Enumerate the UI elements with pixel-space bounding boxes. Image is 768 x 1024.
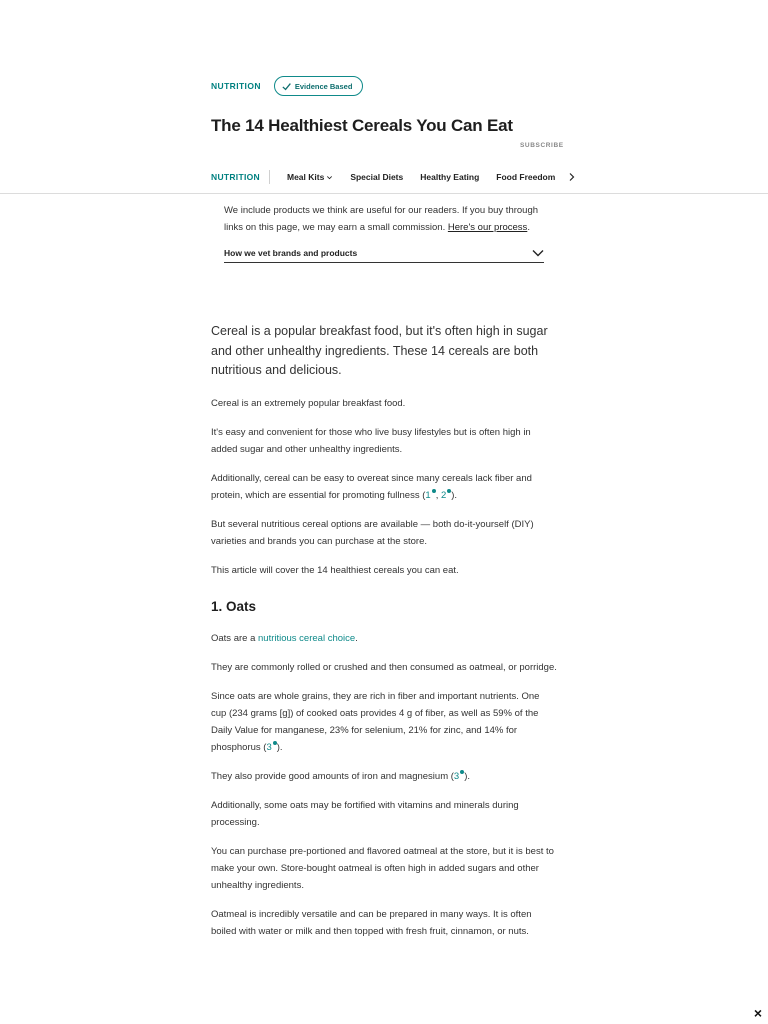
- paragraph-end: ).: [451, 489, 458, 501]
- disclosure-text: [224, 202, 544, 236]
- nav-item-special-diets[interactable]: Special Diets: [350, 172, 404, 182]
- nav-item-meal-kits[interactable]: [287, 172, 333, 182]
- nutritious-cereal-link[interactable]: nutritious cereal choice: [258, 632, 356, 644]
- article-body: [211, 322, 557, 952]
- citation-link[interactable]: [441, 490, 451, 501]
- paragraph-end: ).: [276, 741, 283, 753]
- our-process-link[interactable]: Here's our process: [447, 222, 528, 233]
- paragraph: Oatmeal is incredibly versatile and can be prepared in many ways. It is often boiled with water or milk and then topped with fresh fruit, cinnamon, or nuts.: [211, 908, 532, 937]
- vet-brands-accordion[interactable]: [224, 248, 544, 263]
- subscribe-link[interactable]: SUBSCRIBE: [520, 142, 564, 149]
- paragraph: They are commonly rolled or crushed and then consumed as oatmeal, or porridge.: [211, 661, 557, 673]
- disclosure-period: .: [527, 222, 530, 233]
- citation-separator: ,: [435, 489, 441, 501]
- paragraph: [211, 630, 557, 647]
- citation-link[interactable]: [425, 490, 435, 501]
- citation-number: 1: [425, 489, 431, 501]
- paragraph: Cereal is an extremely popular breakfast food.: [211, 397, 406, 409]
- evidence-based-label: Evidence Based: [294, 81, 353, 91]
- vet-brands-label: How we vet brands and products: [224, 248, 358, 258]
- affiliate-disclosure: [224, 202, 544, 263]
- paragraph-end: ).: [464, 770, 471, 782]
- disclosure-body: We include products we think are useful for our readers. If you buy through links on this page, we may earn a small commission.: [224, 205, 539, 233]
- check-icon: [281, 81, 292, 92]
- citation-number: 2: [440, 489, 447, 501]
- citation-link[interactable]: [266, 742, 276, 753]
- evidence-based-badge[interactable]: [274, 76, 364, 96]
- article-header: [0, 0, 768, 150]
- citation-link[interactable]: [454, 771, 464, 782]
- paragraph-text: Oats are a: [211, 632, 258, 644]
- paragraph-text: Additionally, cereal can be easy to overeat since many cereals lack fiber and protein, which are essential for promoting fullness (: [211, 472, 532, 501]
- category-link[interactable]: NUTRITION: [211, 81, 261, 91]
- chevron-right-icon[interactable]: [567, 172, 577, 182]
- citation-number: 3: [266, 741, 272, 753]
- paragraph: [211, 688, 557, 756]
- nav-item-food-freedom[interactable]: Food Freedom: [496, 172, 556, 182]
- nav-item-label: Meal Kits: [286, 172, 325, 182]
- paragraph: [211, 470, 557, 504]
- section-heading-oats: 1. Oats: [211, 598, 257, 614]
- category-row: [211, 76, 363, 96]
- chevron-down-icon: [326, 174, 333, 181]
- article-intro: Cereal is a popular breakfast food, but it's often high in sugar and other unhealthy ingredients. These 14 cereals are both nutritious and delicious.: [211, 324, 548, 377]
- paragraph: Additionally, some oats may be fortified with vitamins and minerals during processing.: [211, 799, 519, 828]
- chevron-down-icon: [532, 249, 544, 257]
- paragraph: This article will cover the 14 healthiest cereals you can eat.: [211, 564, 459, 576]
- paragraph: [211, 768, 557, 785]
- page-title: The 14 Healthiest Cereals You Can Eat: [211, 117, 513, 133]
- nav-home-nutrition[interactable]: NUTRITION: [211, 170, 270, 184]
- close-button[interactable]: ×: [753, 1005, 763, 1021]
- paragraph-text: Since oats are whole grains, they are rich in fiber and important nutrients. One cup (234 grams [g]) of cooked oats provides 4 g of fiber, as well as 59% of the Daily Value for manganese, 23% for selenium, 21% for zinc, and 14% for phosphorus (: [211, 690, 540, 753]
- paragraph: It's easy and convenient for those who live busy lifestyles but is often high in added sugar and other unhealthy ingredients.: [211, 426, 531, 455]
- paragraph: But several nutritious cereal options are available — both do-it-yourself (DIY) varieties and brands you can purchase at the store.: [211, 518, 534, 547]
- paragraph-text: They also provide good amounts of iron and magnesium (: [211, 770, 454, 782]
- citation-number: 3: [453, 770, 460, 782]
- nav-item-healthy-eating[interactable]: Healthy Eating: [420, 172, 480, 182]
- paragraph: You can purchase pre-portioned and flavored oatmeal at the store, but it is best to make your own. Store-bought oatmeal is often high in added sugars and other unhealthy ingredients.: [211, 845, 554, 891]
- topic-navbar: [0, 160, 768, 194]
- paragraph-end: .: [355, 632, 358, 644]
